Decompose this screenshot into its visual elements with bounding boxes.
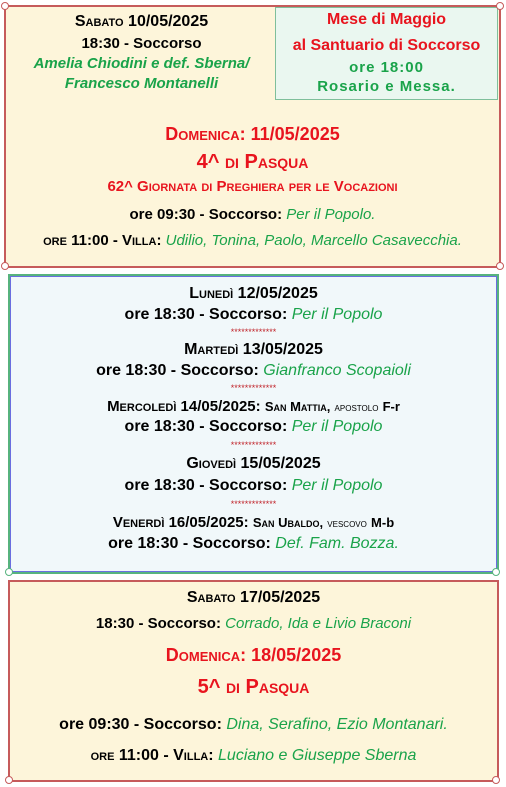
friday-title — [10, 514, 497, 531]
mass-1-prefix: ore 09:30 - Soccorso: — [129, 206, 283, 223]
friday-prefix: ore 18:30 - Soccorso: — [108, 535, 271, 552]
corner-handle — [492, 568, 500, 576]
wednesday-title — [10, 398, 497, 415]
friday-saint: San Ubaldo, — [252, 515, 324, 530]
monday-title: Lunedì 12/05/2025 — [189, 285, 318, 302]
saturday-time: 18:30 - Soccorso — [81, 35, 202, 52]
separator: ************* — [230, 383, 277, 393]
thursday-title: Giovedì 15/05/2025 — [186, 455, 321, 472]
separator: ************* — [230, 499, 277, 509]
weekend-section-2 — [8, 580, 499, 782]
corner-handle — [1, 262, 9, 270]
notice-line-3: ore 18:00 — [349, 59, 424, 76]
mass-2-intent: Udilio, Tonina, Paolo, Marcello Casavecchia. — [165, 232, 462, 249]
may-rosary-notice — [275, 7, 498, 100]
notice-line-1: Mese di Maggio — [326, 11, 447, 28]
wednesday-role: apostolo — [334, 402, 379, 414]
wednesday-mass — [10, 418, 497, 436]
friday-role: vescovo — [327, 518, 367, 530]
wednesday-prefix: ore 18:30 - Soccorso: — [124, 418, 288, 435]
sunday-mass-2b — [10, 747, 497, 765]
friday-mass — [10, 535, 497, 553]
tuesday-title: Martedì 13/05/2025 — [184, 341, 323, 358]
corner-handle — [5, 568, 13, 576]
saturday-mass-2 — [10, 615, 497, 632]
sunday-mass-1 — [6, 206, 499, 223]
saturday-names-1: Amelia Chiodini e def. Sberna/ — [33, 55, 250, 72]
wednesday-date: Mercoledì 14/05/2025: — [107, 398, 261, 415]
separator: ************* — [230, 327, 277, 337]
tuesday-intent: Gianfranco Scopaioli — [263, 362, 411, 379]
friday-date: Venerdì 16/05/2025: — [112, 514, 249, 531]
notice-line-4: Rosario e Messa. — [317, 78, 456, 95]
sunday-subtitle: 4^ di Pasqua — [196, 151, 309, 173]
friday-code: M-b — [371, 515, 395, 530]
corner-handle — [492, 776, 500, 784]
notice-line-2: al Santuario di Soccorso — [292, 37, 481, 54]
tuesday-mass — [10, 362, 497, 380]
mass-1b-prefix: ore 09:30 - Soccorso: — [59, 716, 222, 733]
tuesday-prefix: ore 18:30 - Soccorso: — [96, 362, 259, 379]
sunday-title-2: Domenica: 18/05/2025 — [165, 645, 342, 665]
mass-1-intent: Per il Popolo. — [286, 206, 376, 223]
mass-2b-intent: Luciano e Giuseppe Sberna — [218, 747, 417, 764]
sunday-giornata: 62^ Giornata di Preghiera per le Vocazioni — [107, 178, 398, 195]
thursday-mass — [10, 477, 497, 495]
friday-intent: Def. Fam. Bozza. — [275, 535, 399, 552]
sunday-mass-1b — [10, 716, 497, 734]
wednesday-code: F-r — [382, 399, 400, 414]
corner-handle — [5, 776, 13, 784]
saturday-names-2: Francesco Montanelli — [64, 75, 219, 92]
monday-intent: Per il Popolo — [291, 306, 383, 323]
wednesday-intent: Per il Popolo — [291, 418, 383, 435]
mass-2-prefix: ore 11:00 - Villa: — [43, 232, 162, 249]
corner-handle — [1, 2, 9, 10]
monday-prefix: ore 18:30 - Soccorso: — [124, 306, 288, 323]
mass-1b-intent: Dina, Serafino, Ezio Montanari. — [226, 716, 448, 733]
saturday-prefix-2: 18:30 - Soccorso: — [95, 615, 221, 632]
sunday-title: Domenica: 11/05/2025 — [165, 124, 340, 144]
saturday-title: Sabato 10/05/2025 — [74, 13, 209, 30]
corner-handle — [496, 2, 504, 10]
monday-mass — [10, 306, 497, 324]
thursday-intent: Per il Popolo — [291, 477, 383, 494]
wednesday-saint: San Mattia, — [264, 399, 331, 414]
saturday-title-2: Sabato 17/05/2025 — [186, 589, 321, 606]
mass-2b-prefix: ore 11:00 - Villa: — [90, 747, 214, 764]
corner-handle — [496, 262, 504, 270]
sunday-subtitle-2: 5^ di Pasqua — [197, 676, 310, 698]
sunday-mass-2 — [6, 232, 499, 249]
weekday-section — [8, 274, 499, 574]
saturday-intent-2: Corrado, Ida e Livio Braconi — [225, 615, 412, 632]
thursday-prefix: ore 18:30 - Soccorso: — [124, 477, 288, 494]
separator: ************* — [230, 440, 277, 450]
